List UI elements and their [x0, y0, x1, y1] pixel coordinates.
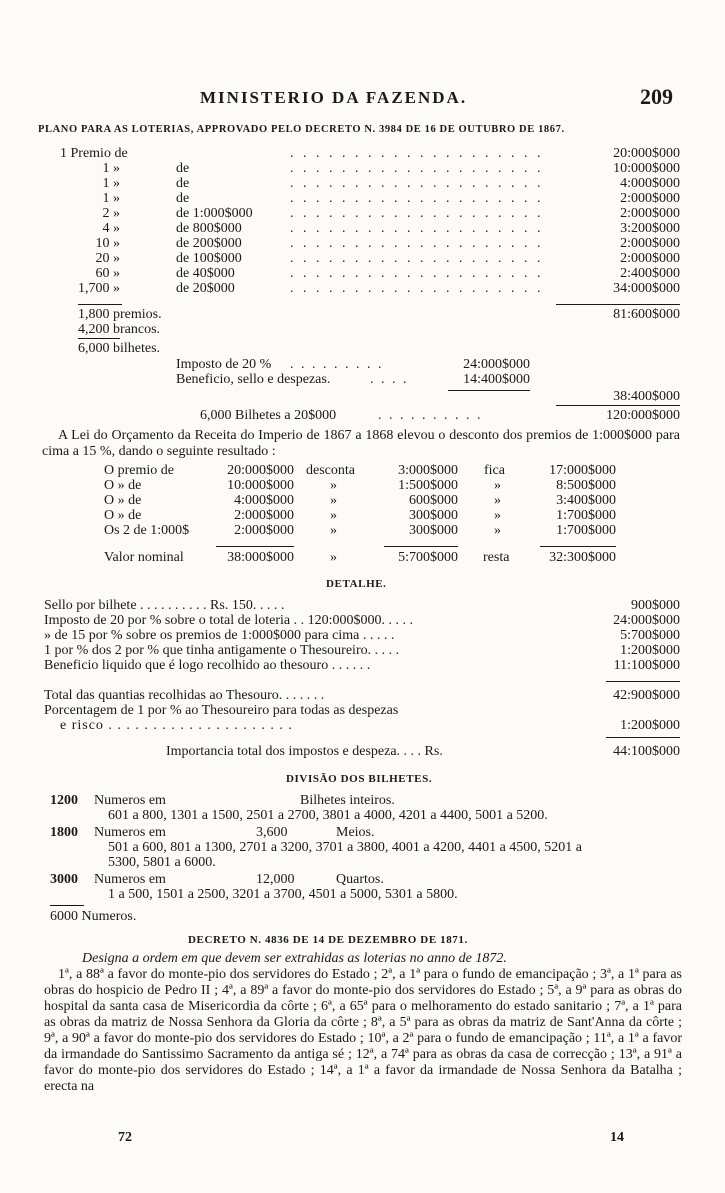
- detalhe-line: Imposto de 20 por % sobre o total de loteria . . 120:000$000. . . . .: [44, 613, 413, 628]
- detalhe-line: 1 por % dos 2 por % que tinha antigamente o Thesoureiro. . . . .: [44, 643, 400, 658]
- prize-qty: 20 »: [95, 251, 120, 266]
- divisao-qty: 3,600: [256, 825, 288, 840]
- imposto-label: Imposto de 20 %: [176, 357, 272, 372]
- premios-count: 1,800 premios.: [78, 307, 162, 322]
- discount-value: 10:000$000: [227, 478, 294, 493]
- discount-label: O » de: [104, 493, 142, 508]
- detalhe-line: Sello por bilhete . . . . . . . . . . Rs. 150. . . . .: [44, 598, 285, 613]
- brancos-count: 4,200 brancos.: [78, 322, 161, 337]
- valor-nominal-discount: 5:700$000: [398, 550, 458, 565]
- bilhetes-total-label: 6,000 Bilhetes a 20$000: [200, 408, 337, 423]
- prize-value: de: [176, 191, 190, 206]
- prize-value: de 40$000: [176, 266, 235, 281]
- discount-value: 2:000$000: [234, 523, 294, 538]
- divisao-range: 501 a 600, 801 a 1300, 2701 a 3200, 3701 a 3800, 4001 a 4200, 4401 a 4500, 5201 a: [108, 840, 582, 855]
- porcentagem-line-1: Porcentagem de 1 por % ao Thesoureiro para todas as despezas: [44, 703, 399, 718]
- divisao-kind: Bilhetes inteiros.: [300, 793, 395, 808]
- footer-signature-left: 72: [118, 1130, 132, 1145]
- decreto-subtitle: Designa a ordem em que devem ser extrahidas as loterias no anno de 1872.: [82, 951, 507, 966]
- detalhe-amount: 900$000: [631, 598, 680, 613]
- discount-label: O premio de: [104, 463, 174, 478]
- prize-qty: 60 »: [95, 266, 120, 281]
- divisao-count: 1800: [50, 825, 78, 840]
- prize-value: de 800$000: [176, 221, 242, 236]
- page-number: 209: [640, 84, 673, 109]
- prize-qty: 1 Premio de: [60, 146, 128, 161]
- total-amount: 42:900$000: [613, 688, 680, 703]
- prize-amount: 34:000$000: [613, 281, 680, 296]
- divisao-head: Numeros em: [94, 793, 166, 808]
- discount-amount: 600$000: [409, 493, 458, 508]
- detalhe-line: » de 15 por % sobre os premios de 1:000$000 para cima . . . . .: [44, 628, 395, 643]
- discount-result: 8:500$000: [556, 478, 616, 493]
- valor-nominal-value: 38:000$000: [227, 550, 294, 565]
- prize-amount: 2:000$000: [620, 206, 680, 221]
- divisao-range: 5300, 5801 a 6000.: [108, 855, 216, 870]
- discount-op: »: [330, 478, 337, 493]
- porcentagem-amount: 1:200$000: [620, 718, 680, 733]
- prize-amount: 2:000$000: [620, 251, 680, 266]
- beneficio-label: Beneficio, sello e despezas.: [176, 372, 331, 387]
- divisao-count: 3000: [50, 872, 78, 887]
- prize-value: de 200$000: [176, 236, 242, 251]
- deductions-total: 38:400$000: [613, 389, 680, 404]
- divisao-total: 6000 Numeros.: [50, 909, 137, 924]
- valor-nominal-label: Valor nominal: [104, 550, 184, 565]
- detalhe-line: Beneficio liquido que é logo recolhido ao thesouro . . . . . .: [44, 658, 371, 673]
- prize-amount: 2:400$000: [620, 266, 680, 281]
- prize-amount: 4:000$000: [620, 176, 680, 191]
- prize-qty: 4 »: [102, 221, 120, 236]
- total-label: Total das quantias recolhidas ao Thesouro. . . . . . .: [44, 688, 325, 703]
- prize-qty: 1 »: [102, 176, 120, 191]
- divisao-kind: Quartos.: [336, 872, 384, 887]
- prize-value: de 1:000$000: [176, 206, 253, 221]
- prize-qty: 1 »: [102, 191, 120, 206]
- detalhe-amount: 24:000$000: [613, 613, 680, 628]
- plan-title: PLANO PARA AS LOTERIAS, APPROVADO PELO DECRETO N. 3984 DE 16 DE OUTUBRO DE 1867.: [38, 124, 565, 135]
- discount-op2: »: [494, 478, 501, 493]
- divisao-count: 1200: [50, 793, 78, 808]
- valor-nominal-result: 32:300$000: [549, 550, 616, 565]
- discount-value: 4:000$000: [234, 493, 294, 508]
- porcentagem-line-2: e risco . . . . . . . . . . . . . . . . . . . . .: [60, 718, 293, 733]
- detalhe-amount: 1:200$000: [620, 643, 680, 658]
- bilhetes-count: 6,000 bilhetes.: [78, 341, 161, 356]
- discount-amount: 1:500$000: [398, 478, 458, 493]
- detalhe-title: DETALHE.: [326, 578, 387, 590]
- detalhe-amount: 11:100$000: [613, 658, 680, 673]
- discount-label: O » de: [104, 508, 142, 523]
- discount-op: »: [330, 508, 337, 523]
- prize-value: de: [176, 161, 190, 176]
- divisao-qty: 12,000: [256, 872, 295, 887]
- importancia-label: Importancia total dos impostos e despeza. . . . Rs.: [166, 744, 443, 759]
- divisao-range: 601 a 800, 1301 a 1500, 2501 a 2700, 3801 a 4000, 4201 a 4400, 5001 a 5200.: [108, 808, 548, 823]
- prize-value: de: [176, 176, 190, 191]
- discount-op2: »: [494, 508, 501, 523]
- divisao-kind: Meios.: [336, 825, 375, 840]
- discount-result: 1:700$000: [556, 508, 616, 523]
- discount-value: 2:000$000: [234, 508, 294, 523]
- prize-amount: 2:000$000: [620, 191, 680, 206]
- prize-amount: 10:000$000: [613, 161, 680, 176]
- prize-value: de 100$000: [176, 251, 242, 266]
- prize-qty: 1 »: [102, 161, 120, 176]
- prize-qty: 1,700 »: [78, 281, 120, 296]
- discount-op2: »: [494, 523, 501, 538]
- decreto-body: 1ª, a 88ª a favor do monte-pio dos servidores do Estado ; 2ª, a 1ª para o fundo de emancipação ; 3ª, a 1ª para as obras do hospicio de Pedro II ; 4ª, a 89ª a favor do monte-pio dos servidores do Estado ; 5ª, a 9ª para as obras do hospital da santa casa de Misericordia da côrte ; 6ª, a 65ª para o melhoramento do estado sanitario ; 7ª, a 1ª para as obras da matriz de Nossa Senhora da Gloria da côrte ; 8ª, a 5ª para as obras da matriz de Sant'Anna da côrte ; 9ª, a 90ª a favor do monte-pio dos servidores do Estado ; 10ª, a 2ª para o fundo de emancipação ; 11ª, a 1ª a favor da irmandade do Santissimo Sacramento da antiga sé ; 12ª, a 74ª para as obras da casa de correcção ; 13ª, a 91ª a favor do monte-pio dos servidores do Estado ; 14ª, a 1ª a favor da irmandade de Nossa Senhora da Batalha ; erecta na: [44, 967, 682, 1094]
- imposto-amount: 24:000$000: [463, 357, 530, 372]
- discount-op2: fica: [484, 463, 505, 478]
- prize-qty: 2 »: [102, 206, 120, 221]
- premios-amount: 81:600$000: [613, 307, 680, 322]
- discount-label: O » de: [104, 478, 142, 493]
- importancia-amount: 44:100$000: [613, 744, 680, 759]
- divisao-range: 1 a 500, 1501 a 2500, 3201 a 3700, 4501 a 5000, 5301 a 5800.: [108, 887, 458, 902]
- discount-result: 17:000$000: [549, 463, 616, 478]
- discount-op: »: [330, 493, 337, 508]
- discount-op: desconta: [306, 463, 355, 478]
- divisao-head: Numeros em: [94, 872, 166, 887]
- prize-amount: 3:200$000: [620, 221, 680, 236]
- prize-amount: 20:000$000: [613, 146, 680, 161]
- discount-result: 3:400$000: [556, 493, 616, 508]
- discount-op2: »: [494, 493, 501, 508]
- page-title: MINISTERIO DA FAZENDA.: [200, 88, 468, 107]
- discount-result: 1:700$000: [556, 523, 616, 538]
- prize-value: de 20$000: [176, 281, 235, 296]
- discount-label: Os 2 de 1:000$: [104, 523, 190, 538]
- discount-value: 20:000$000: [227, 463, 294, 478]
- discount-op: »: [330, 523, 337, 538]
- bilhetes-total-amount: 120:000$000: [606, 408, 680, 423]
- prize-amount: 2:000$000: [620, 236, 680, 251]
- orcamento-paragraph: A Lei do Orçamento da Receita do Imperio de 1867 a 1868 elevou o desconto dos premios de 1:000$000 para cima a 15 %, dando o seguinte resultado :: [42, 428, 680, 459]
- discount-amount: 300$000: [409, 508, 458, 523]
- prize-qty: 10 »: [95, 236, 120, 251]
- beneficio-amount: 14:400$000: [463, 372, 530, 387]
- discount-amount: 3:000$000: [398, 463, 458, 478]
- divisao-head: Numeros em: [94, 825, 166, 840]
- divisao-title: DIVISÃO DOS BILHETES.: [286, 773, 433, 785]
- decreto-title: DECRETO N. 4836 DE 14 DE DEZEMBRO DE 1871.: [188, 934, 468, 946]
- footer-signature-right: 14: [610, 1130, 624, 1145]
- discount-amount: 300$000: [409, 523, 458, 538]
- detalhe-amount: 5:700$000: [620, 628, 680, 643]
